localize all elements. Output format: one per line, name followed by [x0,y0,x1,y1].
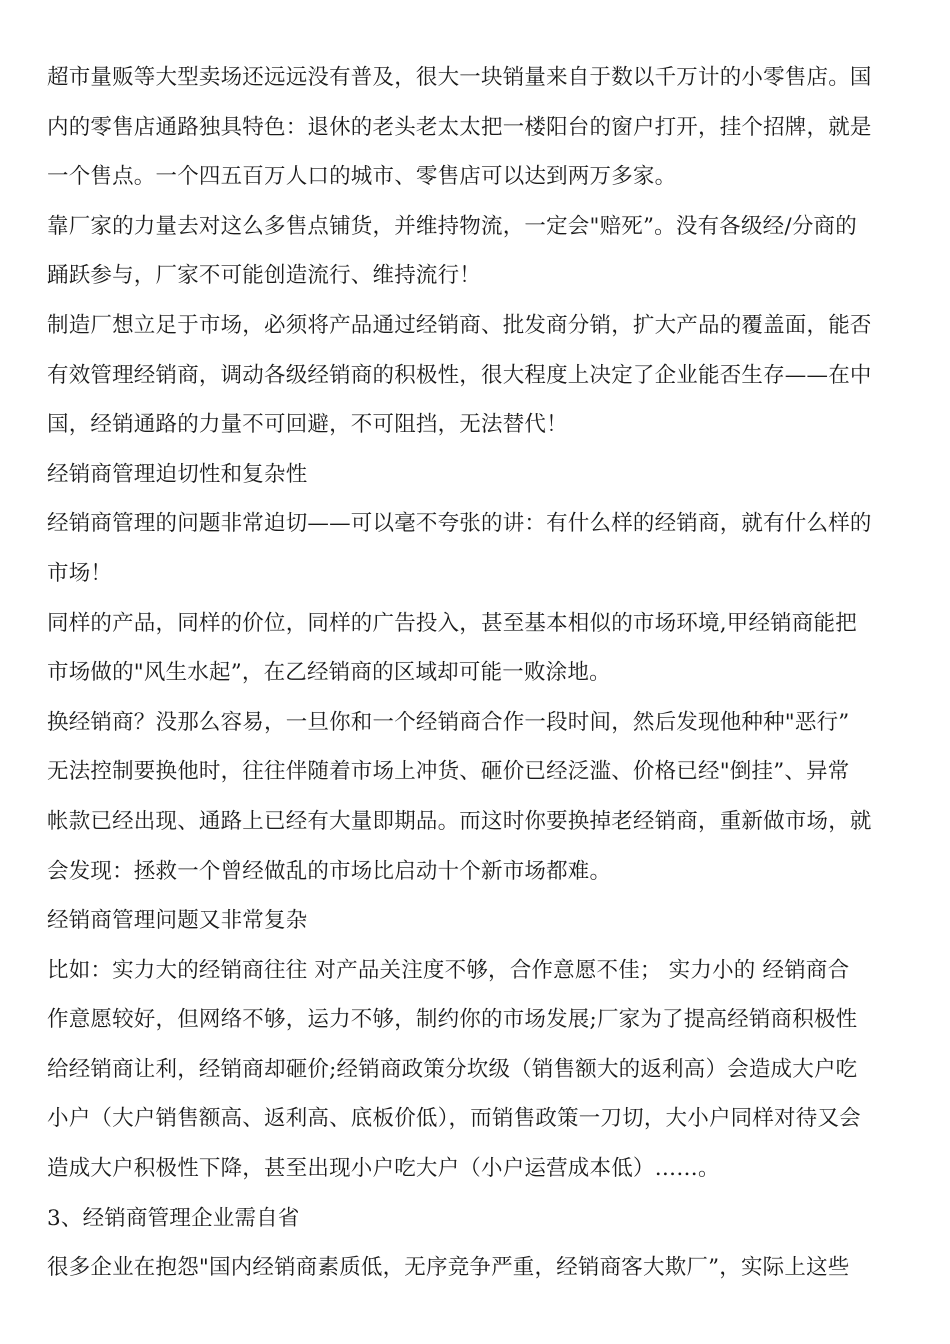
text-line: 国，经销通路的力量不可回避，不可阻挡，无法替代！ [47,412,568,438]
text-line: 有效管理经销商，调动各级经销商的积极性，很大程度上决定了企业能否生存——在中 [47,362,872,388]
section-heading: 经销商管理问题又非常复杂 [47,908,308,934]
text-line: 同样的产品，同样的价位，同样的广告投入，甚至基本相似的市场环境,甲经销商能把 [47,610,857,636]
text-line: 靠厂家的力量去对这么多售点铺货，并维持物流，一定会"赔死”。没有各级经/分商的 [47,213,857,239]
section-heading: 经销商管理迫切性和复杂性 [47,461,308,487]
text-line: 很多企业在抱怨"国内经销商素质低，无序竞争严重，经销商客大欺厂”，实际上这些 [47,1255,850,1281]
text-line: 作意愿较好，但网络不够，运力不够，制约你的市场发展;厂家为了提高经销商积极性 [47,1007,858,1033]
text-line: 给经销商让利，经销商却砸价;经销商政策分坎级（销售额大的返利高）会造成大户吃 [47,1056,858,1082]
text-line: 一个售点。一个四五百万人口的城市、零售店可以达到两万多家。 [47,164,677,190]
text-line: 经销商管理的问题非常迫切——可以毫不夸张的讲：有什么样的经销商，就有什么样的 [47,511,872,537]
text-line: 踊跃参与，厂家不可能创造流行、维持流行！ [47,263,482,289]
document-body [47,53,899,1293]
section-heading: 3、经销商管理企业需自省 [47,1205,300,1231]
text-line: 小户（大户销售额高、返利高、底板价低），而销售政策一刀切，大小户同样对待又会 [47,1106,861,1132]
text-line: 市场做的"风生水起”，在乙经销商的区域却可能一败涂地。 [47,660,611,686]
text-line: 制造厂想立足于市场，必须将产品通过经销商、批发商分销，扩大产品的覆盖面，能否 [47,312,872,338]
text-line: 造成大户积极性下降，甚至出现小户吃大户（小户运营成本低）……。 [47,1156,720,1182]
text-line: 比如：实力大的经销商往往 对产品关注度不够，合作意愿不佳； 实力小的 经销商合 [47,957,850,983]
text-line: 无法控制要换他时，往往伴随着市场上冲货、砸价已经泛滥、价格已经"倒挂”、异常 [47,759,850,785]
text-line: 会发现：拯救一个曾经做乱的市场比启动十个新市场都难。 [47,858,612,884]
text-line: 换经销商？没那么容易，一旦你和一个经销商合作一段时间，然后发现他种种"恶行” [47,709,850,735]
text-line: 超市量贩等大型卖场还远远没有普及，很大一块销量来自于数以千万计的小零售店。国 [47,65,872,90]
text-line: 帐款已经出现、通路上已经有大量即期品。而这时你要换掉老经销商，重新做市场，就 [47,808,872,834]
text-line: 市场！ [47,560,113,586]
text-line: 内的零售店通路独具特色：退休的老头老太太把一楼阳台的窗户打开，挂个招牌，就是 [47,114,872,140]
